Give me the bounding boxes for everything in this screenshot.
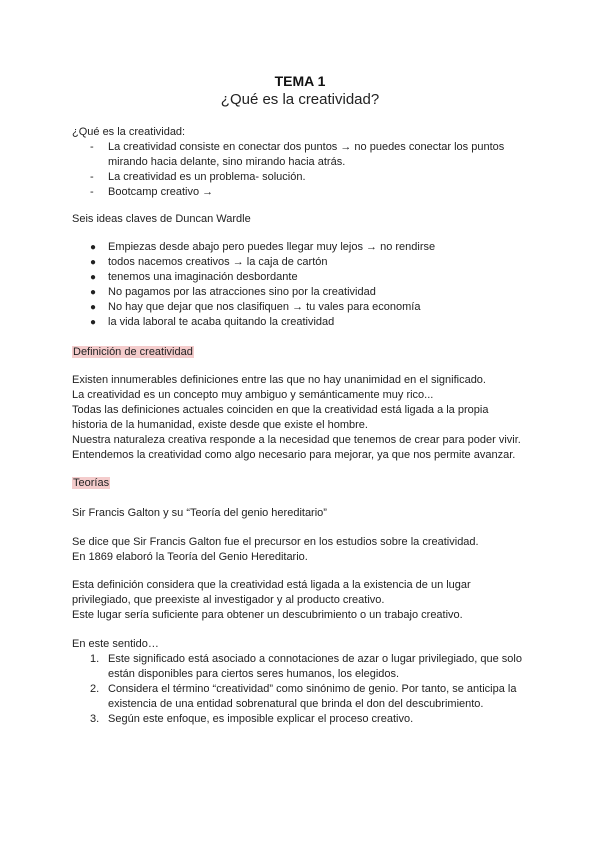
ideas-list — [72, 240, 532, 330]
list-item — [72, 255, 532, 270]
definition-section — [72, 373, 532, 463]
dash-marker: - — [90, 171, 94, 183]
theories-heading: Teorías — [73, 477, 110, 489]
paragraph-line: Esta definición considera que la creatividad está ligada a la existencia de un lugar — [72, 579, 471, 591]
theories-heading-block — [72, 476, 532, 491]
list-item-text: Considera el término “creatividad” como sinónimo de genio. Por tanto, se anticipa la existencia de una entidad sobrenatural que brinda el don del descubrimiento. — [108, 683, 517, 710]
ideas-section — [72, 212, 532, 227]
bullet-marker: ● — [90, 317, 97, 328]
paragraph-line: Existen innumerables definiciones entre las que no hay unanimidad en el significado. — [72, 374, 486, 386]
paragraph-line: Todas las definiciones actuales coinciden en que la creatividad está ligada a la propia — [72, 404, 489, 416]
galton-heading: Sir Francis Galton y su “Teoría del genio hereditario” — [72, 507, 327, 519]
list-item — [72, 712, 532, 727]
bullet-marker: ● — [90, 287, 97, 298]
list-item — [72, 240, 532, 255]
bullet-marker: ● — [90, 302, 97, 313]
paragraph-line: historia de la humanidad, existe desde que existe el hombre. — [72, 419, 368, 431]
galton-definition-section — [72, 578, 532, 623]
list-item — [72, 300, 532, 315]
list-item-text: La creatividad consiste en conectar dos puntos → no puedes conectar los puntos mirando hacia delante, sino mirando hacia atrás. — [108, 141, 505, 168]
number-marker: 1. — [90, 653, 100, 665]
galton-heading-block — [72, 506, 532, 521]
bullet-marker: ● — [90, 272, 97, 283]
paragraph-line: En 1869 elaboró la Teoría del Genio Hereditario. — [72, 551, 308, 563]
list-item-text: La creatividad es un problema- solución. — [108, 171, 306, 183]
list-item — [72, 185, 532, 200]
list-item-text: No pagamos por las atracciones sino por la creatividad — [108, 286, 376, 298]
number-marker: 2. — [90, 683, 100, 695]
list-item-text: todos nacemos creativos → la caja de cartón — [108, 256, 328, 268]
list-item-text: Este significado está asociado a connotaciones de azar o lugar privilegiado, que solo están disponibles para ciertos seres humanos, los elegidos. — [108, 653, 522, 680]
list-item-text: la vida laboral te acaba quitando la creatividad — [108, 316, 335, 328]
galton-section — [72, 535, 532, 565]
ideas-heading: Seis ideas claves de Duncan Wardle — [72, 213, 251, 225]
list-item — [72, 682, 532, 712]
dash-marker: - — [90, 141, 94, 153]
bullet-marker: ● — [90, 257, 97, 268]
list-item-text: Según este enfoque, es imposible explicar el proceso creativo. — [108, 713, 414, 725]
list-item — [72, 270, 532, 285]
sense-section — [72, 637, 532, 727]
list-item — [72, 652, 532, 682]
list-item — [72, 170, 532, 185]
paragraph-line: Nuestra naturaleza creativa responde a la necesidad que tenemos de crear para poder vivir. — [72, 434, 521, 446]
dash-marker: - — [90, 186, 94, 198]
definition-heading-block — [72, 345, 532, 360]
list-item-text: Bootcamp creativo → — [108, 186, 214, 198]
intro-section — [72, 125, 532, 200]
number-marker: 3. — [90, 713, 100, 725]
definition-heading: Definición de creatividad — [73, 346, 193, 358]
list-item — [72, 285, 532, 300]
paragraph-line: Entendemos la creatividad como algo necesario para mejorar, ya que nos permite avanzar. — [72, 449, 516, 461]
list-item-text: tenemos una imaginación desbordante — [108, 271, 298, 283]
page-subtitle: ¿Qué es la creatividad? — [220, 91, 380, 108]
page-title: TEMA 1 — [274, 73, 326, 89]
list-item — [72, 315, 532, 330]
paragraph-line: Este lugar sería suficiente para obtener un descubrimiento o un trabajo creativo. — [72, 609, 463, 621]
intro-question: ¿Qué es la creatividad: — [72, 126, 186, 138]
sense-intro: En este sentido… — [72, 638, 159, 650]
list-item — [72, 140, 532, 170]
list-item-text: Empiezas desde abajo pero puedes llegar muy lejos → no rendirse — [108, 241, 436, 253]
list-item-text: No hay que dejar que nos clasifiquen → tu vales para economía — [108, 301, 421, 313]
paragraph-line: Se dice que Sir Francis Galton fue el precursor en los estudios sobre la creatividad. — [72, 536, 479, 548]
paragraph-line: privilegiado, que preexiste al investigador y al producto creativo. — [72, 594, 385, 606]
paragraph-line: La creatividad es un concepto muy ambiguo y semánticamente muy rico... — [72, 389, 434, 401]
bullet-marker: ● — [90, 242, 97, 253]
